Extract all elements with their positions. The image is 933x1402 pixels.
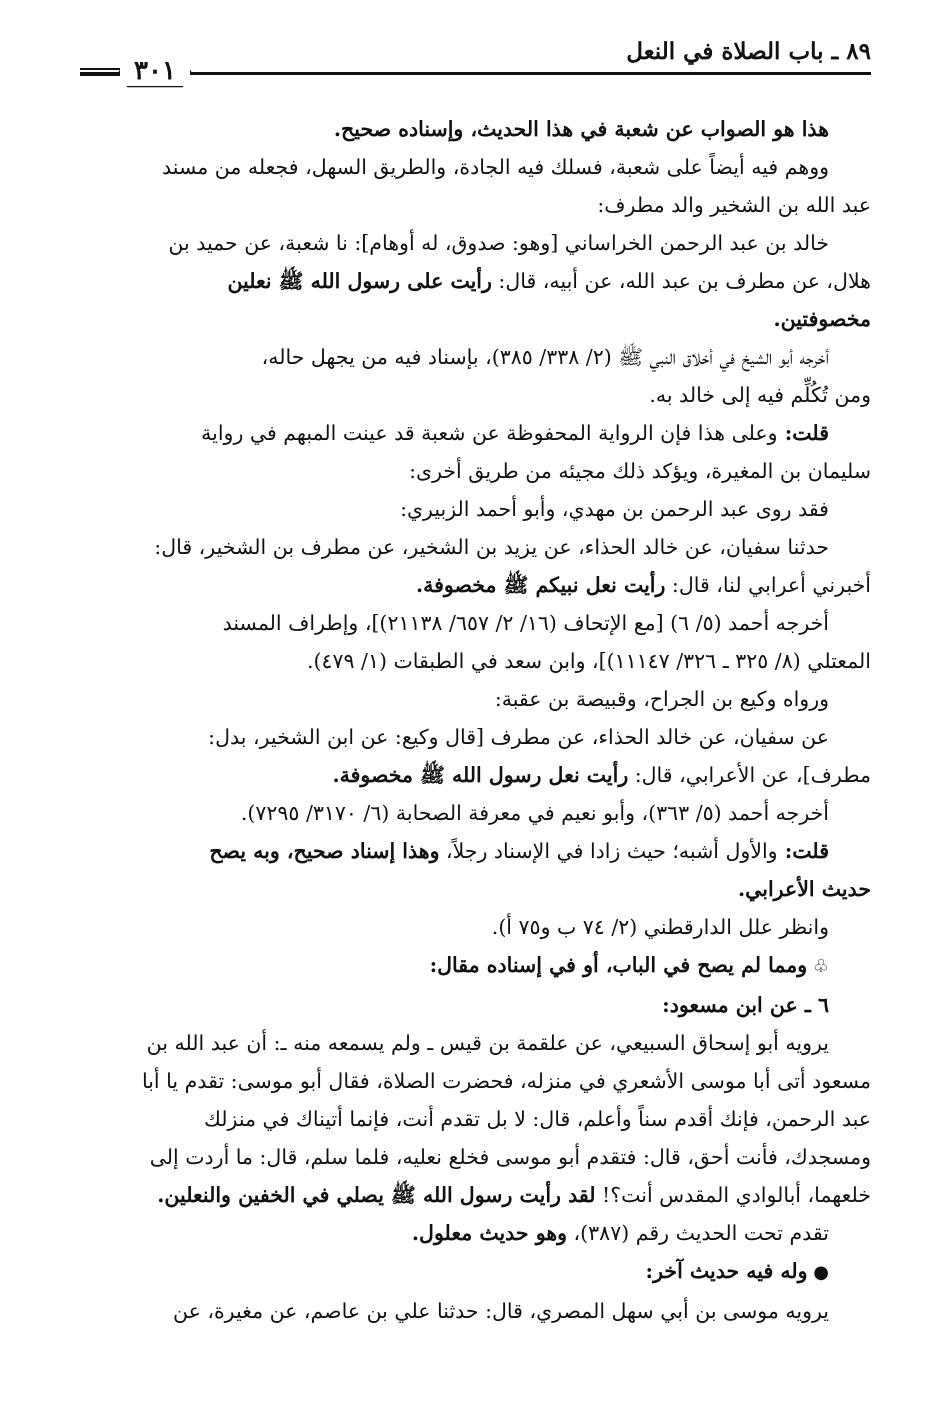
text-line xyxy=(80,604,871,642)
text-segment: ووهم فيه أيضاً على شعبة، فسلك فيه الجادة، والطريق السهل، فجعله من مسند xyxy=(162,155,829,179)
text-line xyxy=(80,414,871,452)
text-line xyxy=(80,718,871,756)
text-line xyxy=(80,1176,871,1214)
text-segment: هلال، عن مطرف بن عبد الله، عن أبيه، قال: xyxy=(491,269,871,293)
text-line xyxy=(80,110,871,148)
text-line xyxy=(80,224,871,262)
bold-text: رأيت على رسول الله ﷺ نعلين xyxy=(227,269,492,293)
bold-text: وله فيه حديث آخر: xyxy=(645,1259,808,1283)
text-line xyxy=(80,794,871,832)
bold-text: قلت: xyxy=(777,839,829,863)
text-line xyxy=(80,186,871,224)
text-segment: مطرف]، عن الأعرابي، قال: xyxy=(628,763,871,787)
text-segment: وانظر علل الدارقطني (٢/ ٧٤ ب و٧٥ أ). xyxy=(491,915,829,939)
text-line xyxy=(80,680,871,718)
text-line xyxy=(80,1024,871,1062)
text-line xyxy=(80,528,871,566)
bullet-icon: ● xyxy=(807,1262,829,1283)
text-line xyxy=(80,756,871,794)
text-segment: أخرجه أبو الشيخ في أخلاق النبي ﷺ (٢/ ٣٣٨/ ٣٨٥)، بإسناد فيه من يجهل حاله، xyxy=(261,345,829,369)
text-segment: سليمان بن المغيرة، ويؤكد ذلك مجيئه من طريق أخرى: xyxy=(409,459,871,483)
text-segment: المعتلي (٨/ ٣٢٥ ـ ٣٢٦/ ١١١٤٧)]، وابن سعد في الطبقات (١/ ٤٧٩). xyxy=(306,649,871,673)
text-segment: أخبرني أعرابي لنا، قال: xyxy=(665,573,871,597)
text-segment: عبد الله بن الشخير والد مطرف: xyxy=(597,193,871,217)
text-line xyxy=(80,1214,871,1252)
text-line xyxy=(80,1138,871,1176)
bold-text: رأيت نعل رسول الله ﷺ مخصوفة. xyxy=(332,763,629,787)
text-line xyxy=(80,452,871,490)
text-line xyxy=(80,262,871,300)
text-line xyxy=(80,1252,871,1292)
text-line xyxy=(80,300,871,338)
text-segment: مسعود أتى أبا موسى الأشعري في منزله، فحضرت الصلاة، فقال أبو موسى: تقدم يا أبا xyxy=(141,1069,871,1093)
bold-text: رأيت نعل نبيكم ﷺ مخصوفة. xyxy=(415,573,666,597)
text-line xyxy=(80,490,871,528)
bold-text: وهذا إسناد صحيح، وبه يصح xyxy=(209,839,440,863)
text-line xyxy=(80,1292,871,1330)
text-line xyxy=(80,1100,871,1138)
text-segment: وعلى هذا فإن الرواية المحفوظة عن شعبة قد عينت المبهم في رواية xyxy=(201,421,778,445)
text-line xyxy=(80,148,871,186)
bold-text: ٦ ـ عن ابن مسعود: xyxy=(662,993,829,1017)
text-line xyxy=(80,946,871,986)
bold-text: ومما لم يصح في الباب، أو في إسناده مقال: xyxy=(429,953,808,977)
text-segment: عبد الرحمن، فإنك أقدم سناً وأعلم، قال: لا بل تقدم أنت، فإنما أتيناك في منزلك xyxy=(204,1107,871,1131)
bold-text: هذا هو الصواب عن شعبة في هذا الحديث، وإسناده صحيح. xyxy=(333,117,829,141)
page-number-ornament xyxy=(80,52,230,96)
text-line xyxy=(80,908,871,946)
bold-text: قلت: xyxy=(777,421,829,445)
bold-text: مخصوفتين. xyxy=(773,307,871,331)
bold-text: لقد رأيت رسول الله ﷺ يصلي في الخفين والنعلين. xyxy=(157,1183,596,1207)
text-segment: والأول أشبه؛ حيث زادا في الإسناد رجلاً، xyxy=(439,839,778,863)
text-segment: حدثنا سفيان، عن خالد الحذاء، عن يزيد بن الشخير، عن مطرف بن الشخير، قال: xyxy=(154,535,829,559)
text-segment: أخرجه أحمد (٥/ ٣٦٣)، وأبو نعيم في معرفة الصحابة (٦/ ٣١٧٠/ ٧٢٩٥). xyxy=(240,801,829,825)
text-body xyxy=(80,110,871,1330)
text-segment: عن سفيان، عن خالد الحذاء، عن مطرف [قال وكيع: عن ابن الشخير، بدل: xyxy=(208,725,829,749)
text-segment: خالد بن عبد الرحمن الخراساني [وهو: صدوق، له أوهام]: نا شعبة، عن حميد بن xyxy=(168,231,829,255)
text-line xyxy=(80,1062,871,1100)
page-header xyxy=(80,36,871,90)
text-segment: فقد روى عبد الرحمن بن مهدي، وأبو أحمد الزبيري: xyxy=(400,497,829,521)
chapter-title: ٨٩ ـ باب الصلاة في النعل xyxy=(626,38,871,65)
text-segment: ومن تُكُلِّم فيه إلى خالد به. xyxy=(649,383,871,407)
bullet-icon: ♧ xyxy=(807,956,829,977)
text-segment: يرويه أبو إسحاق السبيعي، عن علقمة بن قيس ـ ولم يسمعه منه ـ: أن عبد الله بن xyxy=(146,1031,829,1055)
text-line xyxy=(80,338,871,376)
text-segment: تقدم تحت الحديث رقم (٣٨٧)، xyxy=(567,1221,829,1245)
text-line xyxy=(80,376,871,414)
text-segment: أخرجه أحمد (٥/ ٦) [مع الإتحاف (١٦/ ٢/ ٦٥٧/ ٢١١٣٨)]، وإطراف المسند xyxy=(222,611,829,635)
text-segment: ورواه وكيع بن الجراح، وقبيصة بن عقبة: xyxy=(494,687,829,711)
text-line xyxy=(80,642,871,680)
bold-text: وهو حديث معلول. xyxy=(411,1221,568,1245)
text-line xyxy=(80,566,871,604)
page-number: ٣٠١ xyxy=(120,56,190,86)
text-line xyxy=(80,870,871,908)
text-segment: خلعهما، أبالوادي المقدس أنت؟! xyxy=(595,1183,871,1207)
text-segment: ومسجدك، فأنت أحق، قال: فتقدم أبو موسى فخلع نعليه، فلما سلم، قال: ما أردت إلى xyxy=(149,1145,871,1169)
text-line xyxy=(80,832,871,870)
bold-text: حديث الأعرابي. xyxy=(738,877,871,901)
text-segment: يرويه موسى بن أبي سهل المصري، قال: حدثنا علي بن عاصم، عن مغيرة، عن xyxy=(172,1299,829,1323)
text-line xyxy=(80,986,871,1024)
